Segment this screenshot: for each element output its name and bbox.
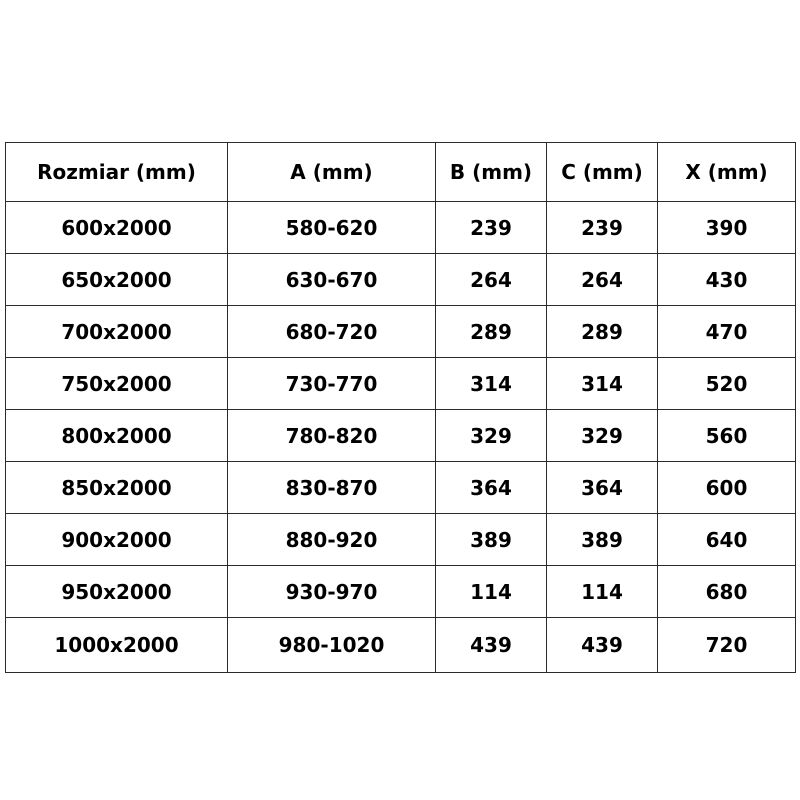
cell-x: 470 bbox=[658, 306, 796, 358]
cell-size: 700x2000 bbox=[6, 306, 228, 358]
cell-a: 630-670 bbox=[228, 254, 436, 306]
cell-c: 314 bbox=[547, 358, 658, 410]
cell-size: 950x2000 bbox=[6, 566, 228, 618]
cell-c: 289 bbox=[547, 306, 658, 358]
cell-a: 930-970 bbox=[228, 566, 436, 618]
cell-x: 520 bbox=[658, 358, 796, 410]
table-row bbox=[6, 566, 796, 618]
cell-a: 780-820 bbox=[228, 410, 436, 462]
cell-c: 439 bbox=[547, 618, 658, 673]
cell-x: 430 bbox=[658, 254, 796, 306]
column-header-x: X (mm) bbox=[658, 143, 796, 202]
table-row bbox=[6, 358, 796, 410]
cell-size: 600x2000 bbox=[6, 202, 228, 254]
cell-x: 390 bbox=[658, 202, 796, 254]
dimensions-table bbox=[5, 142, 796, 673]
table-body bbox=[6, 202, 796, 673]
table-row bbox=[6, 306, 796, 358]
table-row bbox=[6, 618, 796, 673]
cell-x: 600 bbox=[658, 462, 796, 514]
cell-size: 750x2000 bbox=[6, 358, 228, 410]
cell-b: 439 bbox=[436, 618, 547, 673]
cell-b: 314 bbox=[436, 358, 547, 410]
cell-b: 239 bbox=[436, 202, 547, 254]
cell-size: 850x2000 bbox=[6, 462, 228, 514]
cell-size: 900x2000 bbox=[6, 514, 228, 566]
cell-b: 264 bbox=[436, 254, 547, 306]
table-row bbox=[6, 514, 796, 566]
table-row bbox=[6, 254, 796, 306]
column-header-a: A (mm) bbox=[228, 143, 436, 202]
cell-x: 680 bbox=[658, 566, 796, 618]
table-row bbox=[6, 410, 796, 462]
cell-x: 720 bbox=[658, 618, 796, 673]
table-row bbox=[6, 462, 796, 514]
cell-size: 650x2000 bbox=[6, 254, 228, 306]
cell-c: 389 bbox=[547, 514, 658, 566]
table-head bbox=[6, 143, 796, 202]
cell-a: 980-1020 bbox=[228, 618, 436, 673]
cell-b: 289 bbox=[436, 306, 547, 358]
cell-a: 580-620 bbox=[228, 202, 436, 254]
cell-x: 640 bbox=[658, 514, 796, 566]
column-header-c: C (mm) bbox=[547, 143, 658, 202]
cell-c: 329 bbox=[547, 410, 658, 462]
spec-table-container bbox=[5, 142, 795, 673]
cell-x: 560 bbox=[658, 410, 796, 462]
cell-size: 1000x2000 bbox=[6, 618, 228, 673]
cell-c: 239 bbox=[547, 202, 658, 254]
cell-b: 114 bbox=[436, 566, 547, 618]
cell-c: 364 bbox=[547, 462, 658, 514]
cell-b: 389 bbox=[436, 514, 547, 566]
cell-size: 800x2000 bbox=[6, 410, 228, 462]
cell-c: 114 bbox=[547, 566, 658, 618]
cell-a: 830-870 bbox=[228, 462, 436, 514]
cell-c: 264 bbox=[547, 254, 658, 306]
column-header-b: B (mm) bbox=[436, 143, 547, 202]
cell-b: 364 bbox=[436, 462, 547, 514]
cell-a: 680-720 bbox=[228, 306, 436, 358]
cell-a: 730-770 bbox=[228, 358, 436, 410]
column-header-rozmiar: Rozmiar (mm) bbox=[6, 143, 228, 202]
cell-b: 329 bbox=[436, 410, 547, 462]
table-header-row bbox=[6, 143, 796, 202]
table-row bbox=[6, 202, 796, 254]
cell-a: 880-920 bbox=[228, 514, 436, 566]
